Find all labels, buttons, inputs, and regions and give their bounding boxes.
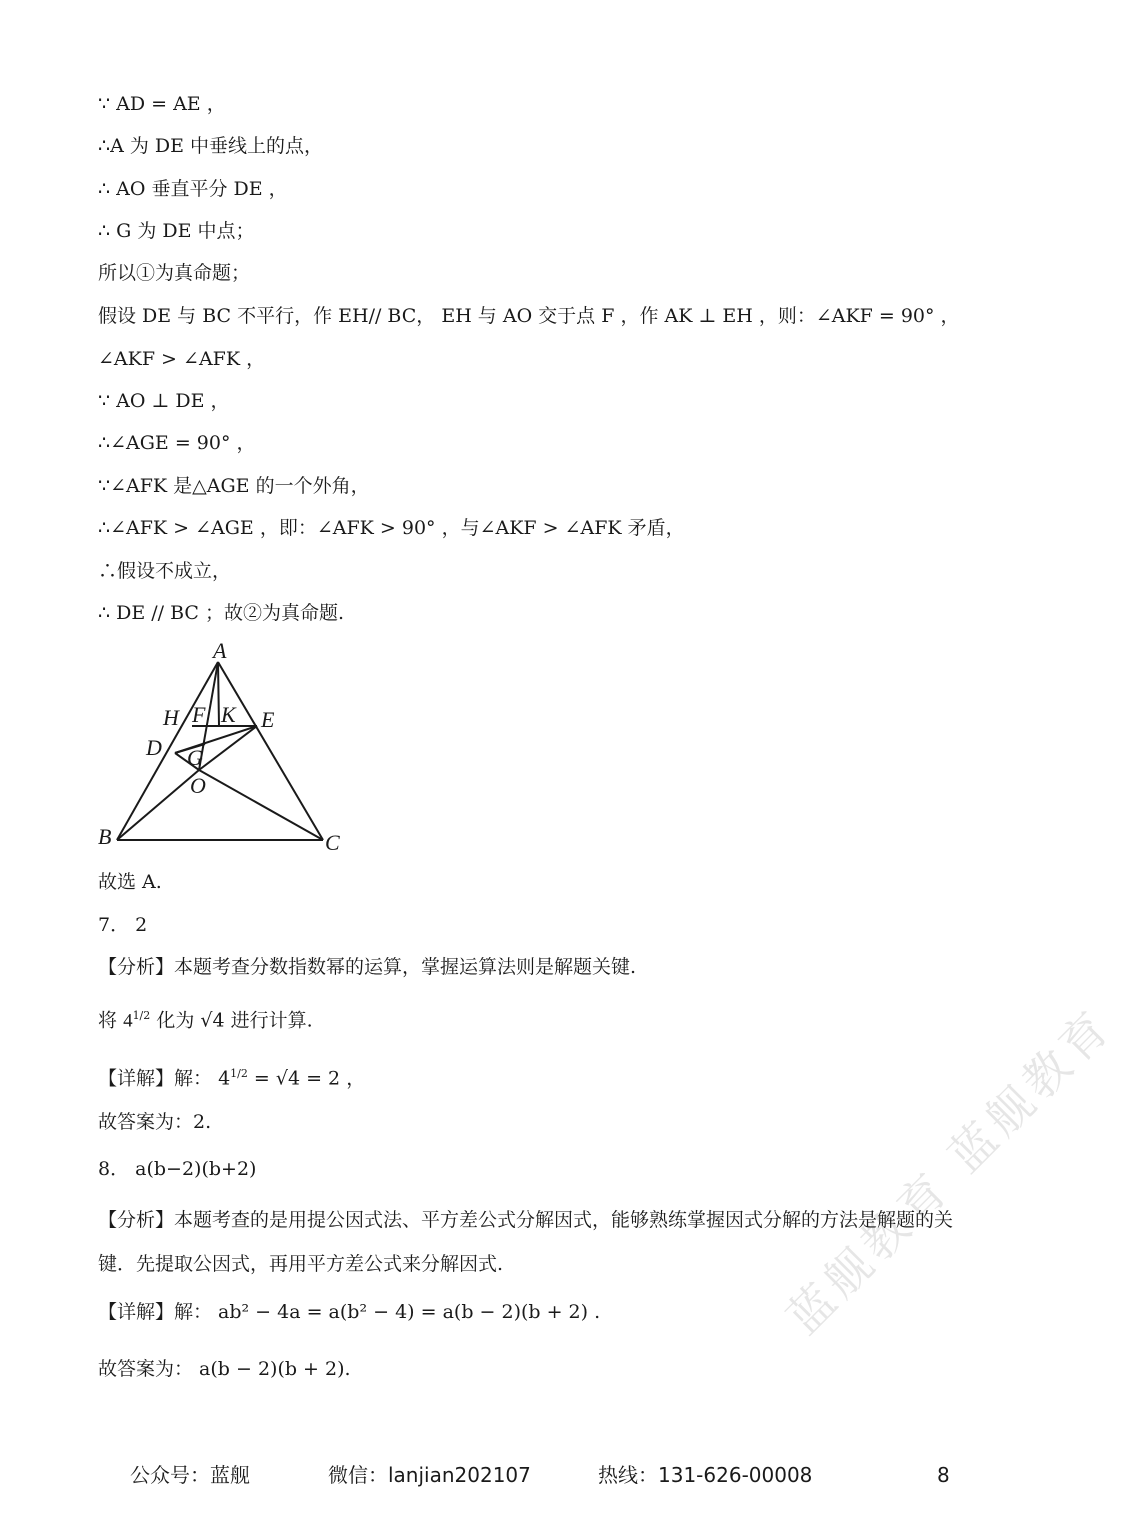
proof-line-5: 所以①为真命题； (98, 262, 251, 284)
q7-answer: 7． 2 (98, 914, 148, 936)
q7-hint (98, 1002, 313, 1035)
proof-line-6: 假设 DE 与 BC 不平行，作 EH// BC， EH 与 AO 交于点 F ，作 AK ⊥ EH ，则：∠AKF = 90° ， (98, 305, 960, 327)
footer-page-number: 8 (937, 1463, 950, 1487)
proof-line-8: ∵ AO ⊥ DE ， (98, 390, 230, 412)
q7-hint-base: 4 (123, 1010, 133, 1032)
segment-co (199, 770, 323, 840)
q7-detail (98, 1060, 365, 1092)
label-d: D (146, 735, 162, 760)
label-k: K (221, 702, 236, 727)
proof-line-1: ∵ AD = AE ， (98, 93, 226, 115)
q7-hint-exp: 1/2 (132, 1009, 151, 1022)
proof-line-2: ∴A 为 DE 中垂线上的点， (98, 135, 324, 157)
q7-hint-post: 进行计算. (230, 1009, 313, 1032)
proof-line-11: ∴∠AFK > ∠AGE ，即：∠AFK > 90° ，与∠AKF > ∠AFK 矛盾， (98, 517, 685, 539)
label-g: G (187, 745, 203, 770)
proof-line-4: ∴ G 为 DE 中点； (98, 220, 255, 242)
q7-hint-mid: 化为 (156, 1009, 195, 1032)
q7-detail-exp: 1/2 (230, 1067, 248, 1080)
q8-conclusion: 故答案为： a(b − 2)(b + 2). (98, 1358, 351, 1380)
proof-line-7: ∠AKF > ∠AFK ， (98, 348, 266, 370)
label-h: H (163, 705, 179, 730)
proof-line-10: ∵∠AFK 是△AGE 的一个外角， (98, 475, 370, 497)
q8-detail: 【详解】解： ab² − 4a = a(b² − 4) = a(b − 2)(b + 2) . (98, 1301, 601, 1323)
watermark: 蓝舰教育 蓝舰教育 (776, 997, 1124, 1345)
q8-answer: 8． a(b−2)(b+2) (98, 1158, 257, 1180)
q7-hint-pre: 将 (98, 1009, 118, 1032)
q7-analysis: 【分析】本题考查分数指数幂的运算，掌握运算法则是解题关键. (98, 956, 637, 978)
q8-analysis-2: 键．先提取公因式，再用平方差公式来分解因式. (98, 1253, 504, 1275)
proof-line-9: ∴∠AGE = 90° ， (98, 432, 256, 454)
q8-analysis-1: 【分析】本题考查的是用提公因式法、平方差公式分解因式，能够熟练掌握因式分解的方法是解题的关 (98, 1209, 954, 1231)
segment-ac (218, 662, 323, 840)
proof-line-3: ∴ AO 垂直平分 DE ， (98, 178, 288, 200)
segment-eo (199, 726, 257, 770)
triangle-figure (95, 640, 355, 860)
label-o: O (190, 773, 206, 798)
q7-detail-label: 【详解】解： (98, 1067, 213, 1090)
proof-line-13: ∴ DE // BC ；故②为真命题. (98, 602, 345, 624)
q7-conclusion: 故答案为：2. (98, 1111, 212, 1133)
label-b: B (98, 824, 112, 849)
footer-public-account: 公众号：蓝舰 (130, 1463, 250, 1487)
segment-bo (117, 770, 199, 840)
label-f: F (192, 702, 206, 727)
q7-hint-root: √4 (200, 1009, 225, 1032)
q7-detail-rest: = √4 = 2 ， (253, 1067, 366, 1090)
label-c: C (325, 830, 340, 855)
label-e: E (261, 707, 275, 732)
choice-conclusion: 故选 A. (98, 871, 162, 893)
q7-detail-base: 4 (218, 1067, 231, 1090)
label-a: A (213, 638, 227, 663)
proof-line-12: ∴假设不成立， (98, 560, 232, 582)
footer-hotline: 热线：131-626-00008 (598, 1463, 813, 1487)
segment-ak (218, 662, 219, 726)
footer-wechat: 微信：lanjian202107 (328, 1463, 531, 1487)
